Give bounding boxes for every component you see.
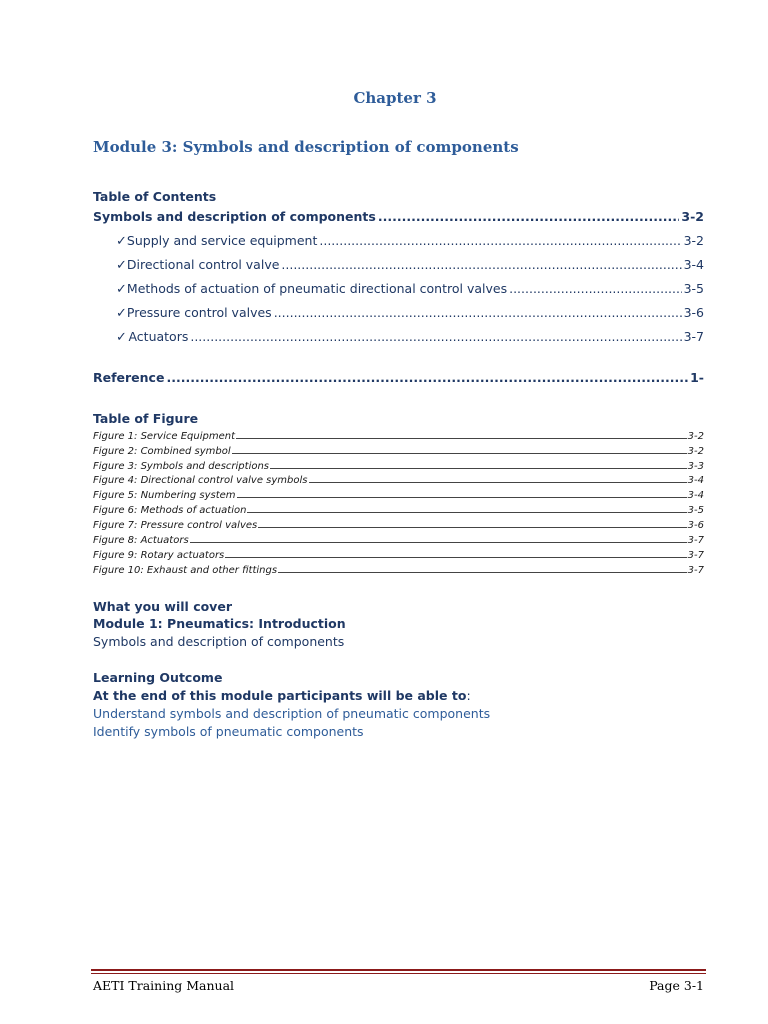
figure-page: 3-7 [687,535,704,546]
figure-label: Figure 6: Methods of actuation [93,505,247,516]
toc-entry-page: 1- [690,370,704,385]
figure-label: Figure 7: Pressure control valves [93,520,258,531]
figure-label: Figure 3: Symbols and descriptions [93,461,270,472]
figure-label: Figure 8: Actuators [93,535,189,546]
underline-leader [236,429,687,439]
dot-leader [319,233,681,248]
figure-page: 3-2 [687,431,704,442]
toc-entry-label: Symbols and description of components [93,209,376,224]
cover-module: Module 1: Pneumatics: Introduction [93,616,346,631]
figure-entry[interactable] [93,548,704,561]
toc-item-label: Actuators [128,329,189,344]
module-title: Module 3: Symbols and description of components [93,138,519,156]
outcome-intro-text: At the end of this module participants will be able to [93,688,467,703]
cover-topic: Symbols and description of components [93,634,345,649]
outcome-line: Identify symbols of pneumatic components [93,724,364,739]
underline-leader [225,548,686,558]
dot-leader [509,281,681,296]
figure-label: Figure 5: Numbering system [93,490,236,501]
figure-entry[interactable] [93,563,704,576]
toc-item-page: 3-4 [683,257,704,272]
outcome-intro-colon: : [466,688,471,703]
figure-page: 3-4 [687,490,704,501]
figure-entry[interactable] [93,473,704,486]
toc-item-page: 3-7 [683,329,704,344]
toc-main-entry[interactable] [93,209,704,224]
toc-entry-label: Reference [93,370,165,385]
figure-page: 3-6 [687,520,704,531]
figure-entry[interactable] [93,503,704,516]
toc-item[interactable] [116,281,704,297]
toc-item-label: Methods of actuation of pneumatic directional control valves [126,281,508,296]
toc-item[interactable] [116,329,704,345]
figures-heading: Table of Figure [93,411,199,426]
figure-page: 3-4 [687,475,704,486]
figure-entry[interactable] [93,429,704,442]
toc-item-label: Pressure control valves [126,305,272,320]
toc-item-label: Supply and service equipment [126,233,318,248]
figure-entry[interactable] [93,518,704,531]
underline-leader [309,473,687,483]
figure-page: 3-7 [687,550,704,561]
figure-page: 3-3 [687,461,704,472]
toc-reference-entry[interactable] [93,370,704,385]
toc-item-page: 3-2 [683,233,704,248]
figure-label: Figure 2: Combined symbol [93,446,231,457]
checkmark-icon: ✓ [116,330,127,345]
figure-page: 3-5 [687,505,704,516]
toc-item[interactable] [116,257,704,273]
figure-entry[interactable] [93,444,704,457]
figure-label: Figure 9: Rotary actuators [93,550,225,561]
checkmark-icon: ✓ [116,234,127,249]
toc-entry-page: 3-2 [681,209,704,224]
underline-leader [190,533,687,543]
figure-entry[interactable] [93,533,704,546]
chapter-title: Chapter 3 [353,89,437,107]
figure-label: Figure 4: Directional control valve symbols [93,475,308,486]
checkmark-icon: ✓ [116,282,127,297]
underline-leader [237,488,687,498]
toc-item-page: 3-5 [683,281,704,296]
figure-label: Figure 10: Exhaust and other fittings [93,565,278,576]
toc-item-label: Directional control valve [126,257,280,272]
dot-leader [190,329,681,344]
toc-item-page: 3-6 [683,305,704,320]
underline-leader [247,503,686,513]
figure-entry[interactable] [93,488,704,501]
footer-rule [91,969,706,971]
underline-leader [258,518,686,528]
outcome-intro [93,688,471,703]
outcome-heading: Learning Outcome [93,670,223,685]
toc-item[interactable] [116,233,704,249]
dot-leader [166,370,688,385]
figure-page: 3-7 [687,565,704,576]
underline-leader [278,563,687,573]
dot-leader [274,305,682,320]
footer-rule [91,973,706,974]
underline-leader [232,444,687,454]
figure-entry[interactable] [93,459,704,472]
footer-manual-title: AETI Training Manual [93,978,235,993]
toc-heading: Table of Contents [93,189,217,204]
dot-leader [378,209,680,224]
underline-leader [270,459,687,469]
footer-page-number: Page 3-1 [649,978,704,993]
figure-label: Figure 1: Service Equipment [93,431,235,442]
toc-item[interactable] [116,305,704,321]
checkmark-icon: ✓ [116,258,127,273]
dot-leader [281,257,681,272]
outcome-line: Understand symbols and description of pneumatic components [93,706,491,721]
cover-heading: What you will cover [93,599,232,614]
figure-page: 3-2 [687,446,704,457]
checkmark-icon: ✓ [116,306,127,321]
